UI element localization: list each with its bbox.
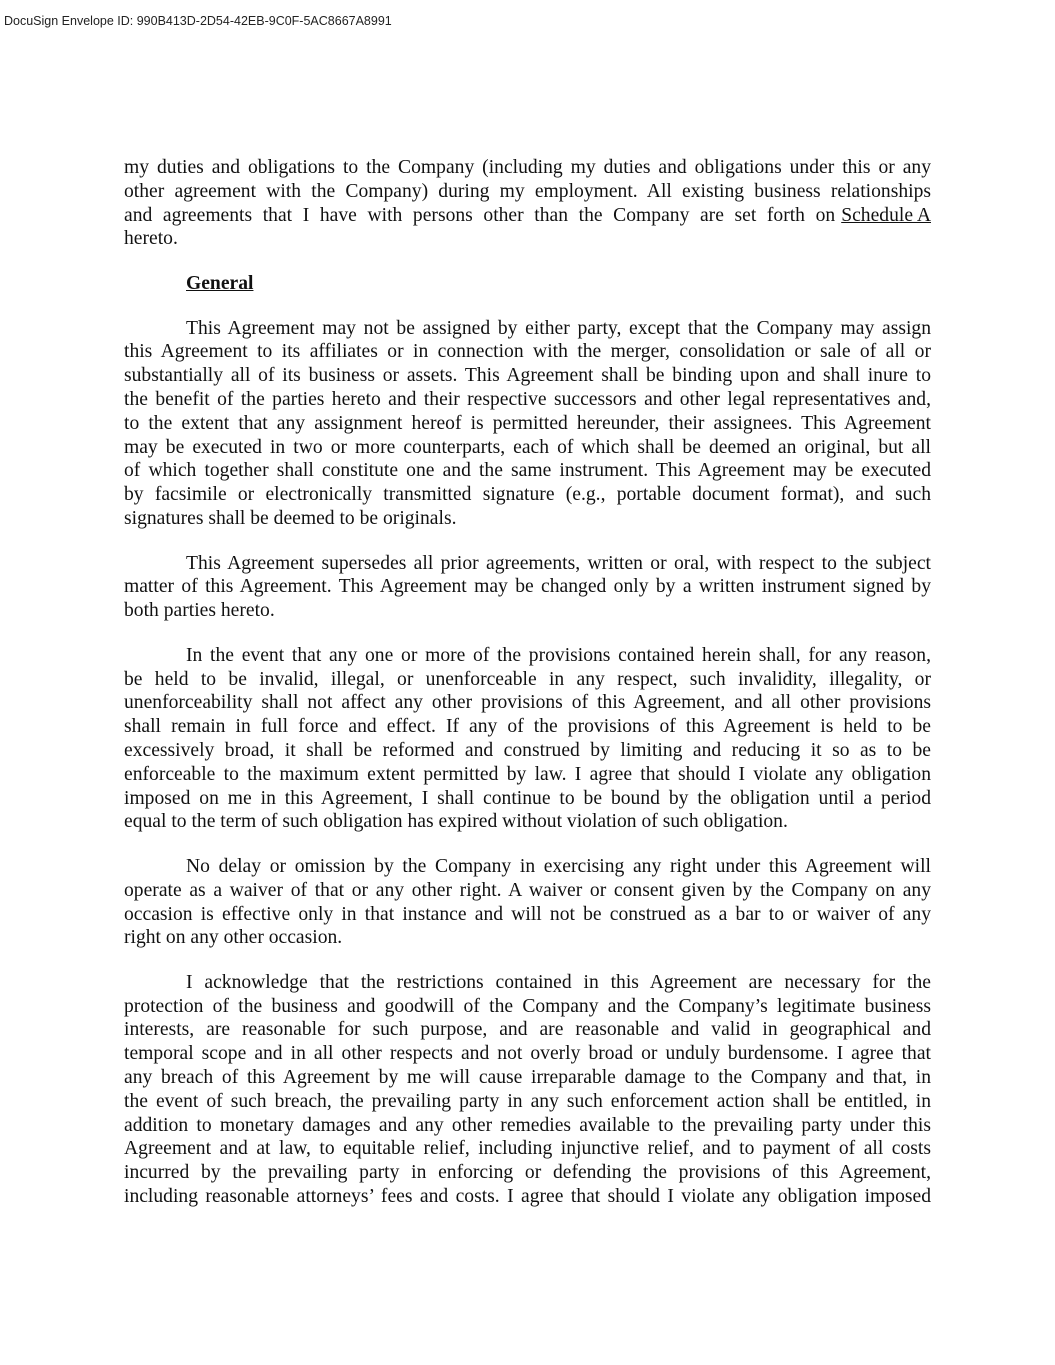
text-line: addition to monetary damages and any other remedies available to the prevailing party under this xyxy=(124,1114,931,1136)
text-line: enforceable to the maximum extent permitted by law. I agree that should I violate any obligation xyxy=(124,763,931,785)
text-line: unenforceability shall not affect any other provisions of this Agreement, and all other provisions xyxy=(124,692,931,714)
text-line: substantially all of its business or assets. This Agreement shall be binding upon and shall inure to xyxy=(124,365,931,387)
text-line: protection of the business and goodwill of the Company and the Company’s legitimate business xyxy=(124,995,931,1017)
paragraph xyxy=(124,855,931,950)
text-line xyxy=(124,204,931,228)
text-line: including reasonable attorneys’ fees and costs. I agree that should I violate any obligation imposed xyxy=(124,1186,931,1208)
document-body xyxy=(124,156,931,1230)
envelope-id: DocuSign Envelope ID: 990B413D-2D54-42EB-9C0F-5AC8667A8991 xyxy=(4,14,392,28)
text-line: the event of such breach, the prevailing party in any such enforcement action shall be entitled, in xyxy=(124,1090,931,1112)
text-line: No delay or omission by the Company in exercising any right under this Agreement will xyxy=(186,855,931,877)
section-heading-general: General xyxy=(186,272,254,294)
text-line: this Agreement to its affiliates or in connection with the merger, consolidation or sale of all or xyxy=(124,341,931,363)
text-line: This Agreement supersedes all prior agreements, written or oral, with respect to the subject xyxy=(186,552,931,574)
paragraph xyxy=(124,644,931,834)
text-line: by facsimile or electronically transmitted signature (e.g., portable document format), and such xyxy=(124,484,931,506)
text-line: I acknowledge that the restrictions contained in this Agreement are necessary for the xyxy=(186,971,931,993)
schedule-a-reference: Schedule A xyxy=(841,204,931,226)
text-line: equal to the term of such obligation has expired without violation of such obligation. xyxy=(124,811,788,833)
text-line: operate as a waiver of that or any other right. A waiver or consent given by the Company on any xyxy=(124,879,931,901)
text-line-start: and agreements that I have with persons other than the Company are set forth on xyxy=(124,204,836,226)
text-line: my duties and obligations to the Company (including my duties and obligations under this or any xyxy=(124,157,931,178)
text-line: of which together shall constitute one and the same instrument. This Agreement may be executed xyxy=(124,460,931,482)
text-line: matter of this Agreement. This Agreement may be changed only by a written instrument signed by xyxy=(124,576,931,598)
text-line: to the extent that any assignment hereof is permitted hereunder, their assignees. This Agreement xyxy=(124,412,931,434)
text-line: In the event that any one or more of the provisions contained herein shall, for any reason, xyxy=(186,644,931,666)
text-line: any breach of this Agreement by me will cause irreparable damage to the Company and that, in xyxy=(124,1067,931,1089)
text-line: right on any other occasion. xyxy=(124,927,343,949)
text-line: excessively broad, it shall be reformed and construed by limiting and reducing it so as to be xyxy=(124,739,931,761)
text-line: shall remain in full force and effect. If any of the provisions of this Agreement is held to be xyxy=(124,716,931,738)
text-line: This Agreement may not be assigned by either party, except that the Company may assign xyxy=(186,317,931,339)
text-line: incurred by the prevailing party in enforcing or defending the provisions of this Agreement, xyxy=(124,1162,931,1184)
intro-paragraph xyxy=(124,156,931,251)
text-line: interests, are reasonable for such purpose, and are reasonable and valid in geographical and xyxy=(124,1019,931,1041)
text-line: other agreement with the Company) during my employment. All existing business relationships xyxy=(124,180,931,202)
text-line: may be executed in two or more counterparts, each of which shall be deemed an original, but all xyxy=(124,436,931,458)
paragraph xyxy=(124,317,931,531)
text-line: hereto. xyxy=(124,228,178,250)
text-line: imposed on me in this Agreement, I shall continue to be bound by the obligation until a period xyxy=(124,787,931,809)
text-line: signatures shall be deemed to be originals. xyxy=(124,507,457,529)
text-line: both parties hereto. xyxy=(124,600,275,622)
text-line: be held to be invalid, illegal, or unenforceable in any respect, such invalidity, illegality, or xyxy=(124,668,931,690)
text-line: the benefit of the parties hereto and their respective successors and other legal representatives and, xyxy=(124,388,931,410)
paragraph xyxy=(124,971,931,1209)
text-line: temporal scope and in all other respects and not overly broad or unduly burdensome. I agree that xyxy=(124,1043,931,1065)
paragraph xyxy=(124,552,931,623)
text-line: occasion is effective only in that instance and will not be construed as a bar to or waiver of any xyxy=(124,903,931,925)
text-line: Agreement and at law, to equitable relief, including injunctive relief, and to payment of all costs xyxy=(124,1138,931,1160)
